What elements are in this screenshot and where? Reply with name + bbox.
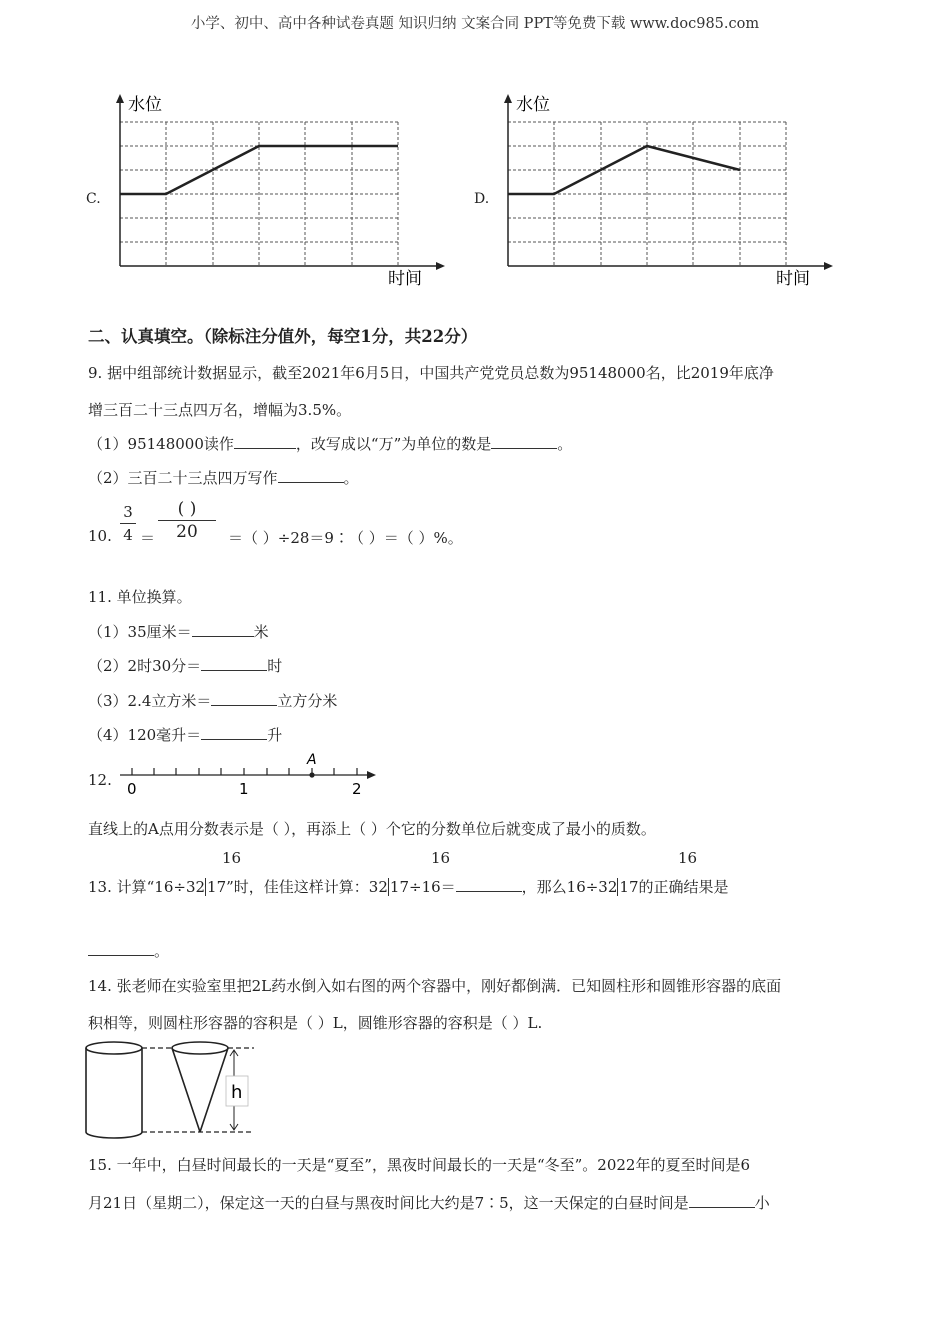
q10-eq: ＝ — [140, 529, 156, 547]
q11-part4 — [88, 724, 282, 745]
q9-part2-text-b: 。 — [343, 469, 359, 487]
q11-blank-3[interactable] — [211, 691, 277, 706]
q13-sub-1: 17 — [207, 878, 227, 896]
q11-part1 — [88, 621, 269, 642]
q13-sub-3: 17 — [619, 878, 639, 896]
q11-part1-label: （1）35厘米＝ — [88, 623, 192, 641]
q11-part2-unit: 时 — [267, 657, 283, 675]
q13-line — [88, 876, 729, 897]
q10-frac-top: 3 — [123, 503, 133, 521]
graph-d-y-label: 水位 — [516, 95, 550, 115]
q10-frac-bottom: 4 — [123, 526, 133, 544]
q13-blank-1[interactable] — [456, 877, 522, 892]
graph-d-x-arrow — [824, 262, 833, 270]
graph-d-y-arrow — [504, 94, 512, 103]
point-a-label: A — [307, 752, 317, 768]
graph-c-x-arrow — [436, 262, 445, 270]
q9-part2 — [88, 467, 359, 488]
q9-part1-text-c: 。 — [557, 435, 573, 453]
q11-blank-1[interactable] — [192, 622, 254, 637]
tick-1: 1 — [239, 780, 249, 798]
q11-part3 — [88, 690, 337, 711]
q10-frac-3-4 — [120, 503, 136, 544]
q10-frac-paren — [158, 499, 216, 542]
q15-blank[interactable] — [689, 1193, 755, 1208]
graph-c-x-label: 时间 — [388, 269, 422, 288]
q10-rest: ＝（ ）÷28＝9∶（ ）＝（ ）%。 — [228, 529, 463, 547]
q9-line2: 增三百二十三点四万名，增幅为3.5%。 — [88, 401, 352, 419]
q9-blank-reading[interactable] — [234, 434, 296, 449]
q15-line1: 15. 一年中，白昼时间最长的一天是“夏至”，黑夜时间最长的一天是“冬至”。2022年的夏至时间是6 — [88, 1156, 751, 1174]
q11-part3-unit: 立方分米 — [277, 692, 338, 710]
q13-sup-1: 16 — [222, 849, 242, 867]
q13-text-d: ，那么16÷32 — [521, 878, 618, 896]
q11-part4-unit: 升 — [267, 726, 283, 744]
option-c-label: C. — [86, 191, 101, 207]
graph-c — [108, 88, 448, 288]
q12-text: 直线上的A点用分数表示是（ ），再添上（ ）个它的分数单位后就变成了最小的质数。 — [88, 820, 656, 838]
q13-text-a: 13. 计算“16÷32 — [88, 878, 206, 896]
q11-title: 11. 单位换算。 — [88, 588, 192, 606]
q9-part1-text-b: ，改写成以“万”为单位的数是 — [295, 435, 492, 453]
section-title: 二、认真填空。（除标注分值外，每空1分，共22分） — [88, 327, 478, 346]
q15-text-b: 小 — [754, 1194, 770, 1212]
q11-part4-label: （4）120毫升＝ — [88, 726, 202, 744]
q11-blank-4[interactable] — [201, 725, 267, 740]
graph-d-x-label: 时间 — [776, 269, 810, 288]
q11-blank-2[interactable] — [201, 656, 267, 671]
q11-part3-label: （3）2.4立方米＝ — [88, 692, 212, 710]
q11-part2-label: （2）2时30分＝ — [88, 657, 202, 675]
q9-blank-write[interactable] — [278, 468, 344, 483]
q9-part1 — [88, 433, 572, 454]
q9-part2-text-a: （2）三百二十三点四万写作 — [88, 469, 278, 487]
q13-text-c: ÷16＝ — [409, 878, 456, 896]
q13-text-e: 的正确结果是 — [638, 878, 729, 896]
q9-part1-text-a: （1）95148000读作 — [88, 435, 234, 453]
q13-sup-3: 16 — [678, 849, 698, 867]
q15-text-a: 月21日（星期二），保定这一天的白昼与黑夜时间比大约是7∶5，这一天保定的白昼时间是 — [88, 1194, 689, 1212]
q10-paren-top[interactable]: ( ) — [177, 499, 197, 519]
q14-line2: 积相等，则圆柱形容器的容积是（ ）L，圆锥形容器的容积是（ ）L. — [88, 1014, 543, 1032]
q11-part1-unit: 米 — [253, 623, 269, 641]
tick-0: 0 — [127, 780, 137, 798]
point-a — [309, 772, 314, 777]
height-label: h — [231, 1082, 243, 1103]
graph-d — [496, 88, 836, 288]
q11-part2 — [88, 655, 282, 676]
q10-num: 10. — [88, 527, 112, 545]
q13-answer-line — [88, 940, 169, 961]
q13-sub-2: 17 — [389, 878, 409, 896]
q14-line1: 14. 张老师在实验室里把2L药水倒入如右图的两个容器中，刚好都倒满．已知圆柱形和圆锥形容器的底面 — [88, 977, 782, 995]
q15-line2 — [88, 1192, 770, 1213]
q12-num: 12. — [88, 771, 112, 789]
page-header: 小学、初中、高中各种试卷真题 知识归纳 文案合同 PPT等免费下载 www.doc985.com — [190, 16, 760, 32]
graph-c-y-label: 水位 — [128, 95, 162, 115]
q9-blank-wan[interactable] — [491, 434, 557, 449]
q13-blank-2[interactable] — [88, 941, 154, 956]
q10-paren-bottom: 20 — [176, 522, 198, 542]
q13-end: 。 — [154, 942, 170, 960]
tick-2: 2 — [352, 780, 362, 798]
q13-text-b: ”时，佳佳这样计算：32 — [226, 878, 388, 896]
q9-line1: 9. 据中组部统计数据显示，截至2021年6月5日，中国共产党党员总数为95148000名，比2019年底净 — [88, 364, 774, 382]
graph-c-y-arrow — [116, 94, 124, 103]
containers-figure — [84, 1036, 264, 1142]
option-d-label: D. — [474, 191, 490, 207]
number-line — [112, 752, 382, 800]
q13-sup-2: 16 — [431, 849, 451, 867]
